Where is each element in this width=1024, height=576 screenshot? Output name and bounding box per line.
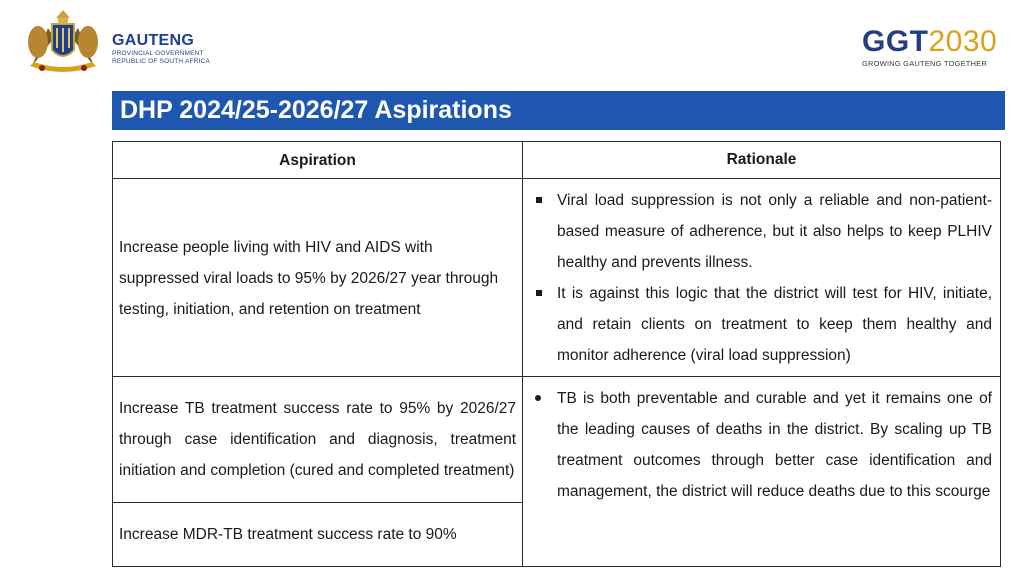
aspiration-cell	[113, 179, 523, 377]
table-header-row	[113, 142, 1001, 179]
aspiration-text: Increase TB treatment success rate to 95% by 2026/27 through case identification and diagnosis, treatment initiation and completion (cured and completed treatment)	[119, 400, 516, 479]
org-country: REPUBLIC OF SOUTH AFRICA	[112, 58, 210, 65]
column-header-aspiration: Aspiration	[113, 142, 523, 179]
org-subtitle: PROVINCIAL GOVERNMENT	[112, 50, 204, 57]
ggt-text: GGT	[862, 25, 929, 58]
rationale-cell	[523, 377, 1001, 567]
rationale-list	[535, 383, 992, 507]
ggt-year: 2030	[928, 25, 998, 58]
org-name: GAUTENG	[112, 32, 195, 49]
ggt2030-logo	[862, 26, 1002, 70]
rationale-cell	[523, 179, 1001, 377]
rationale-list	[535, 185, 992, 371]
rationale-bullet: It is against this logic that the district will test for HIV, initiate, and retain clients on treatment to keep them healthy and monitor adherence (viral load suppression)	[535, 278, 992, 371]
table-row	[113, 377, 1001, 503]
column-header-rationale: Rationale	[523, 142, 1001, 179]
aspirations-table	[112, 141, 1001, 567]
table-row	[113, 179, 1001, 377]
coat-of-arms-icon	[18, 8, 108, 76]
aspiration-cell	[113, 377, 523, 503]
ggt-tagline: GROWING GAUTENG TOGETHER	[862, 59, 987, 68]
aspiration-text: Increase MDR-TB treatment success rate to 90%	[119, 526, 457, 543]
aspiration-cell	[113, 503, 523, 567]
page-title: DHP 2024/25-2026/27 Aspirations	[112, 91, 1005, 130]
gauteng-logo	[14, 8, 214, 76]
rationale-bullet: Viral load suppression is not only a reliable and non-patient-based measure of adherence, but it also helps to keep PLHIV healthy and prevents illness.	[535, 185, 992, 278]
rationale-bullet: TB is both preventable and curable and yet it remains one of the leading causes of deaths in the district. By scaling up TB treatment outcomes through better case identification and management, the district will reduce deaths due to this scourge	[535, 383, 992, 507]
aspiration-text: Increase people living with HIV and AIDS with suppressed viral loads to 95% by 2026/27 year through testing, initiation, and retention on treatment	[119, 239, 499, 318]
